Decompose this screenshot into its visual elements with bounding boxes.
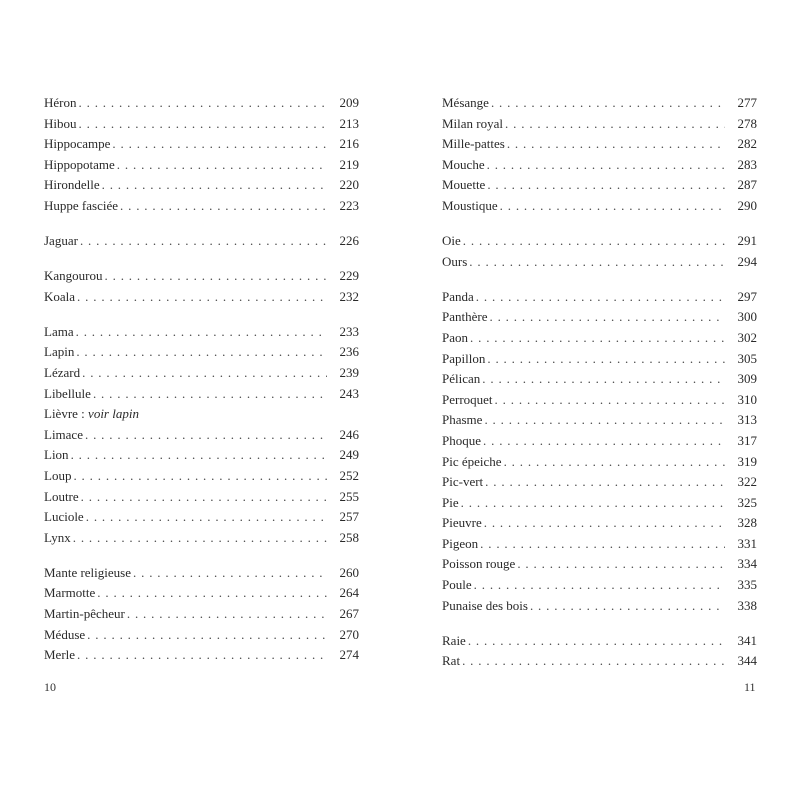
dot-leader [73,466,327,487]
entry-name-text: Hirondelle [44,177,100,193]
dot-leader [487,175,725,196]
entry-name [44,114,77,135]
index-entry [442,575,757,596]
dot-leader [491,93,725,114]
dot-leader [517,554,725,575]
entry-name-text: Mouette [442,177,486,193]
index-entry [44,528,359,549]
entry-name-text: Paon [442,329,468,345]
entry-page-number: 328 [737,515,757,531]
entry-page-number: 277 [737,95,757,110]
dot-leader [462,651,725,672]
entry-page-number: 287 [737,177,757,193]
dot-leader [80,231,327,252]
dot-leader [86,507,327,528]
entry-name-text: Lynx [44,529,71,545]
entry-name [44,528,71,549]
entry-page-number: 249 [339,447,359,463]
entry-page-number: 338 [737,597,757,613]
index-entry [442,631,757,652]
index-entry [442,196,757,217]
dot-leader [77,287,327,308]
entry-name-text: Méduse [44,626,86,642]
entry-page-number: 278 [737,115,757,131]
entry-page-number: 294 [737,253,757,269]
index-entry [442,452,757,473]
entry-name [44,507,84,528]
entry-name [442,575,472,596]
index-entry [44,384,359,405]
entry-name [442,513,482,534]
dot-leader [469,252,725,273]
entry-page-number: 213 [339,115,359,131]
dot-leader [500,196,725,217]
entry-name [442,328,468,349]
entry-name-text: Loutre [44,488,79,504]
index-entry [442,287,757,308]
dot-leader [127,604,327,625]
dot-leader [73,528,327,549]
dot-leader [133,563,327,584]
entry-name-text: Moustique [442,197,498,213]
entry-page-number: 226 [339,233,359,249]
index-entry [44,507,359,528]
index-entry [44,583,359,604]
left-page-number: 10 [44,680,56,694]
right-page-index [442,93,757,672]
index-entry [442,307,757,328]
entry-page-number: 232 [339,288,359,304]
entry-page-number: 252 [339,468,359,483]
dot-leader [461,493,725,514]
entry-name [442,231,461,252]
index-entry [442,390,757,411]
entry-name-text: Martin-pêcheur [44,606,125,622]
index-entry [442,651,757,672]
entry-page-number: 219 [339,156,359,172]
entry-name-text: Papillon [442,350,486,366]
entry-name [442,472,483,493]
index-entry [44,196,359,217]
entry-name-text: Lézard [44,365,81,381]
entry-name-text: Mante religieuse [44,564,131,580]
index-entry [44,363,359,384]
entry-name [442,534,478,555]
index-entry [442,554,757,575]
dot-leader [480,534,725,555]
entry-page-number: 319 [737,453,757,469]
entry-name [44,287,75,308]
dot-leader [120,196,327,217]
dot-leader [102,175,327,196]
entry-name [442,155,485,176]
index-letter-group [44,93,359,217]
entry-name [442,134,505,155]
entry-name-text: Punaise des bois [442,597,528,613]
entry-name [44,196,118,217]
entry-page-number: 223 [339,197,359,213]
entry-name-text: Koala [44,288,76,304]
entry-name-text: Phoque [442,432,481,448]
entry-page-number: 233 [339,323,359,339]
entry-name-text: Pic épeiche [442,453,502,469]
index-entry [442,252,757,273]
entry-name [44,363,80,384]
entry-name [44,266,103,287]
entry-name-text: Milan royal [442,115,504,131]
entry-page-number: 220 [339,177,359,193]
entry-page-number: 313 [737,412,757,428]
entry-name [442,349,485,370]
entry-name-text: Lion [44,447,69,463]
index-entry [44,645,359,666]
entry-page-number: 239 [339,365,359,381]
entry-name-text: Lièvre : [44,406,89,422]
dot-leader [484,410,725,431]
entry-name-text: Limace [44,426,83,442]
index-entry [44,445,359,466]
entry-name-text: Panda [442,288,474,304]
entry-name-text: Poule [442,577,472,593]
entry-name [44,155,115,176]
dot-leader [79,93,328,114]
dot-leader [82,363,327,384]
entry-name-text: Phasme [442,412,483,428]
dot-leader [507,134,725,155]
entry-name [442,390,493,411]
dot-leader [505,114,725,135]
entry-name-text: Ours [442,253,468,269]
index-entry [442,114,757,135]
dot-leader [495,390,725,411]
entry-page-number: 305 [737,350,757,366]
entry-name [44,645,75,666]
entry-name [442,307,487,328]
entry-page-number: 264 [339,585,359,601]
index-entry [44,604,359,625]
index-entry [442,596,757,617]
entry-page-number: 317 [737,432,757,448]
entry-name [44,134,110,155]
entry-name [44,563,131,584]
entry-page-number: 331 [737,535,757,551]
entry-name [442,114,503,135]
index-entry [44,155,359,176]
dot-leader [81,487,327,508]
entry-name-text: Pélican [442,371,481,387]
index-letter-group [44,231,359,252]
entry-name [442,252,467,273]
entry-name [44,384,91,405]
entry-name [442,287,474,308]
entry-page-number: 344 [737,653,757,669]
entry-name-text: Raie [442,632,466,648]
entry-name-text: Kangourou [44,268,103,284]
entry-name [442,493,459,514]
dot-leader [85,425,327,446]
entry-name [44,466,71,487]
entry-name-text: Pic-vert [442,474,484,490]
entry-name [44,231,78,252]
entry-name-text: Jaguar [44,233,78,249]
dot-leader [87,625,327,646]
entry-name-text: Mouche [442,156,485,172]
entry-page-number: 255 [339,488,359,504]
entry-name [44,425,83,446]
index-entry [442,155,757,176]
entry-name [44,445,69,466]
dot-leader [530,596,725,617]
entry-name [44,342,74,363]
index-entry [44,487,359,508]
dot-leader [504,452,725,473]
entry-name-text: Huppe fasciée [44,197,118,213]
entry-name [44,404,139,425]
dot-leader [77,645,327,666]
dot-leader [112,134,327,155]
entry-name [44,487,79,508]
dot-leader [117,155,327,176]
see-reference: voir lapin [88,406,139,422]
entry-page-number: 302 [737,329,757,345]
entry-name-text: Hippocampe [44,136,111,152]
dot-leader [468,631,725,652]
entry-page-number: 282 [737,136,757,152]
entry-page-number: 290 [737,197,757,213]
entry-page-number: 334 [737,556,757,572]
index-entry [44,625,359,646]
entry-name [442,369,480,390]
index-letter-group [44,322,359,549]
entry-name-text: Loup [44,468,72,483]
dot-leader [487,155,725,176]
entry-name-text: Héron [44,95,77,110]
index-letter-group [442,631,757,672]
entry-name [44,625,85,646]
index-entry [44,114,359,135]
entry-name [442,631,466,652]
dot-leader [93,384,327,405]
entry-name-text: Mésange [442,95,489,110]
entry-name-text: Oie [442,233,461,249]
entry-page-number: 291 [737,233,757,249]
entry-page-number: 283 [737,156,757,172]
index-entry [44,563,359,584]
index-entry [44,266,359,287]
entry-name [442,175,485,196]
entry-name-text: Panthère [442,309,488,325]
index-entry [44,93,359,114]
index-entry [44,287,359,308]
entry-name [442,651,460,672]
entry-page-number: 243 [339,385,359,401]
entry-page-number: 310 [737,391,757,407]
index-letter-group [442,231,757,272]
dot-leader [97,583,327,604]
entry-page-number: 209 [339,95,359,110]
index-entry [442,534,757,555]
entry-name-text: Pigeon [442,535,479,551]
index-entry [442,349,757,370]
dot-leader [483,431,725,452]
dot-leader [482,369,725,390]
entry-name [442,554,515,575]
index-entry [44,342,359,363]
dot-leader [489,307,725,328]
dot-leader [76,342,327,363]
index-letter-group [44,563,359,666]
index-entry [44,322,359,343]
index-entry [442,175,757,196]
dot-leader [79,114,328,135]
index-entry [44,134,359,155]
entry-name-text: Libellule [44,385,91,401]
index-letter-group [442,93,757,217]
entry-name [44,93,77,114]
entry-name-text: Perroquet [442,391,493,407]
dot-leader [474,575,725,596]
entry-page-number: 335 [737,577,757,593]
index-entry [442,93,757,114]
dot-leader [71,445,327,466]
entry-page-number: 274 [339,647,359,663]
entry-page-number: 257 [339,509,359,525]
dot-leader [470,328,725,349]
entry-name-text: Rat [442,653,461,669]
index-entry [44,404,359,425]
entry-name-text: Hibou [44,115,77,131]
dot-leader [476,287,725,308]
entry-name [442,431,481,452]
dot-leader [484,513,725,534]
entry-name [442,410,482,431]
entry-name-text: Pieuvre [442,515,482,531]
entry-name [44,175,100,196]
entry-name [44,604,125,625]
index-entry [442,369,757,390]
entry-name [442,196,498,217]
index-letter-group [442,287,757,617]
entry-name-text: Luciole [44,509,84,525]
index-entry [44,231,359,252]
entry-name-text: Lama [44,323,74,339]
entry-name-text: Marmotte [44,585,96,601]
entry-name [442,452,502,473]
entry-page-number: 309 [737,371,757,387]
entry-page-number: 236 [339,344,359,360]
entry-page-number: 260 [339,564,359,580]
entry-page-number: 270 [339,626,359,642]
entry-page-number: 229 [339,268,359,284]
entry-page-number: 297 [737,288,757,304]
entry-page-number: 258 [339,529,359,545]
index-entry [44,425,359,446]
left-page-index [44,93,359,666]
entry-name [442,93,489,114]
entry-name-text: Mille-pattes [442,136,505,152]
index-entry [442,493,757,514]
entry-name [442,596,528,617]
entry-name-text: Pie [442,494,459,510]
index-entry [44,175,359,196]
entry-name [44,322,74,343]
right-page-number: 11 [744,680,756,694]
entry-page-number: 341 [737,632,757,648]
index-entry [442,472,757,493]
dot-leader [463,231,725,252]
entry-name-text: Hippopotame [44,156,115,172]
entry-name-text: Merle [44,647,76,663]
dot-leader [485,472,725,493]
index-entry [442,328,757,349]
index-entry [442,431,757,452]
entry-name-text: Poisson rouge [442,556,516,572]
index-letter-group [44,266,359,307]
index-entry [442,231,757,252]
index-entry [44,466,359,487]
entry-name-text: Lapin [44,344,75,360]
entry-page-number: 267 [339,606,359,622]
entry-name [44,583,95,604]
dot-leader [487,349,725,370]
dot-leader [76,322,327,343]
entry-page-number: 246 [339,426,359,442]
index-entry [442,410,757,431]
index-entry [442,134,757,155]
dot-leader [105,266,328,287]
entry-page-number: 322 [737,474,757,490]
entry-page-number: 216 [339,136,359,152]
entry-page-number: 325 [737,494,757,510]
entry-page-number: 300 [737,309,757,325]
index-entry [442,513,757,534]
